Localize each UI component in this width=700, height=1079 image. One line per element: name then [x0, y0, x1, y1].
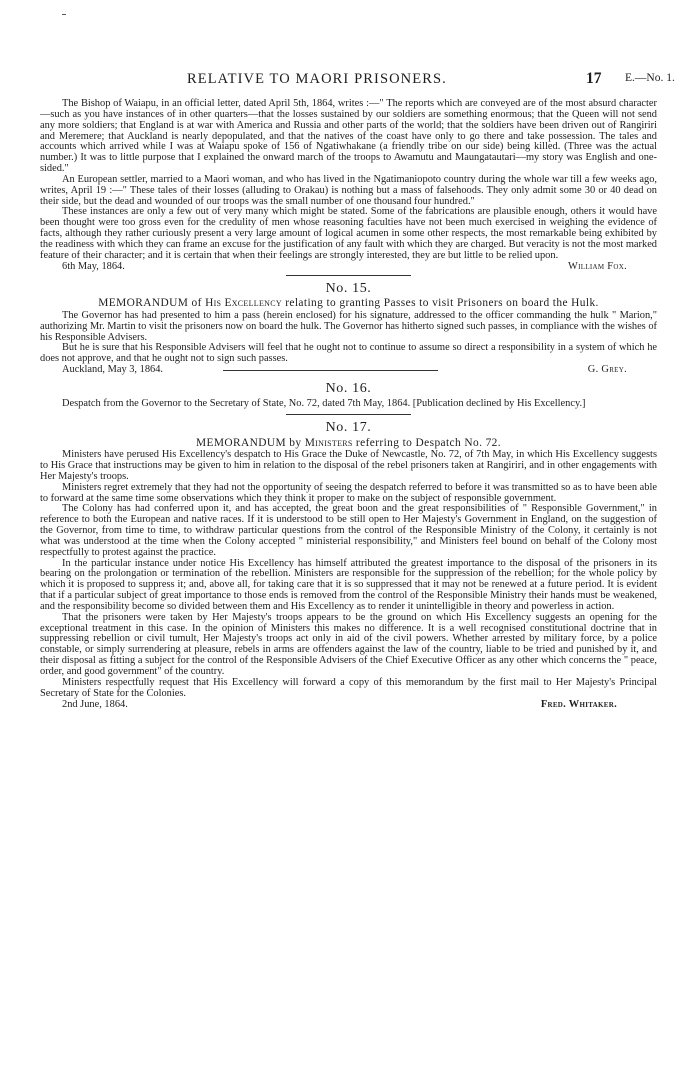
- section-no-17: [40, 419, 657, 711]
- paragraph: An European settler, married to a Maori woman, and who has lived in the Ngatimaniopoto country during the whole war till a few weeks ago, writes, April 19 :—" These tales of their losses (alluding to Orakau) is nothing but a mass of falsehoods. They only admit some 30 or 40 dead on their side, but the dead and wounded of our troops was the small number of one thousand four hundred.": [40, 173, 657, 207]
- signature: William Fox.: [568, 260, 627, 272]
- paragraph: The Bishop of Waiapu, in an official letter, dated April 5th, 1864, writes :—" The reports which are conveyed are of the most absurd character—such as you have instances of in other quarters—that the losses sustained by our soldiers are something enormous; that the Queen will not send any more soldiers; that England is at war with America and Russia and other parts of the world; that the soldiers have been driven out of Rangiriri and Meremere; that Auckland is nearly depopulated, and that the natives of the coast have only to go there and take possession. The tales and accounts which arrived while I was at Waiapu spoke of 156 of Ngatiwhakane (a friendly tribe on our side) being killed. (Three was the actual number.) It was to little purpose that I explained the onward march of the troops to Awamutu and Maungatautari—my story was English and one-sided.": [40, 98, 657, 175]
- caption-small-caps: His Excellency: [205, 297, 282, 310]
- date: 6th May, 1864.: [62, 260, 125, 272]
- running-title: RELATIVE TO MAORI PRISONERS.: [187, 71, 447, 87]
- caption-text: relating to granting Passes to visit Prisoners on board the Hulk.: [281, 297, 599, 310]
- no17-signature-line: [40, 700, 657, 711]
- paragraph: That the prisoners were taken by Her Majesty's troops appears to be the ground on which His Excellency suggests an opening for the exceptional treatment in this case. In the opinion of Ministers this makes no difference. It is a well recognised constitutional doctrine that in suppressing rebellion or civil tumult, Her Majesty's troops act only in aid of the civil powers. Whether arrested by military force, by a police constable, or simply surrendering at pleasure, rebels in arms are offenders against the law of the country, liable to be tried and punished by it, and their disposal as fitting a subject for the control of the Responsible Advisers of the Chief Executive Officer as any other which concerns the " peace, order, and good government" of the country.: [40, 611, 657, 677]
- section-no-16: [40, 381, 657, 410]
- date: 2nd June, 1864.: [62, 698, 128, 710]
- paragraph: Ministers have perused His Excellency's despatch to His Grace the Duke of Newcastle, No. 72, of 7th May, in which His Excellency suggests to His Grace that instructions may be given to him in relation to the disposal of the rebel prisoners taken at Rangiriri, and in other engagements with Her Majesty's troops.: [40, 449, 657, 482]
- paragraph: The Governor has had presented to him a pass (herein enclosed) for his signature, addressed to the officer commanding the hulk " Marion," authorizing Mr. Martin to visit the prisoners now on board the hulk. The Governor has hitherto signed such passes, in compliance with the wishes of his Responsible Advisers.: [40, 309, 657, 343]
- document-reference: E.—No. 1.: [625, 72, 675, 84]
- no15-signature-line: [40, 365, 657, 376]
- page-header: [0, 71, 700, 89]
- section-number: No. 15.: [325, 280, 372, 296]
- section-number: No. 17.: [325, 419, 372, 435]
- paragraph: The Colony has had conferred upon it, and has accepted, the great boon and the great responsibilities of " Responsible Government," in reference to both the European and native races. If it is understood to be still open to Her Majesty's Government in England, on the suggestion of the Governor, from time to time, to withdraw particular questions from the control of the Responsible Ministry of the Colony, it certainly is not what was understood at the time when the Colony accepted " ministerial responsibility," and Ministers feel bound on behalf of the Colony most respectfully to protest against the practice.: [40, 503, 657, 558]
- paragraph: Ministers respectfully request that His Excellency will forward a copy of this memorandum by the first mail to Her Majesty's Principal Secretary of State for the Colonies.: [40, 676, 657, 699]
- section-caption: [40, 298, 657, 310]
- paragraph: Ministers regret extremely that they had not the opportunity of seeing the despatch referred to before it was transmitted so as to have been able to forward at the same time some observations which they think it proper to make on the subject of responsible government.: [40, 481, 657, 504]
- paragraph: Despatch from the Governor to the Secretary of State, No. 72, dated 7th May, 1864. [Publication declined by His Excellency.]: [62, 397, 586, 409]
- paragraph: These instances are only a few out of very many which might be stated. Some of the fabrications are plausible enough, others it would have been thought were too gross even for the credulity of men whose reasoning faculties have not been much exercised in weighing the evidence of facts, although they rather curiously present a very large amount of logical acumen in some other respects, the most remarkable being exhibited by the readiness with which they can frame an excuse for the justification of any fault with which they are charged. But veracity is not the most marked feature of their character; and it is certain that when their feelings are strongly interested, they are but little to be relied upon.: [40, 206, 657, 261]
- intro-signature-line: [40, 262, 657, 273]
- section-rule: [223, 370, 438, 371]
- paragraph: But he is sure that his Responsible Advisers will feel that he ought not to continue to assume so direct a responsibility in a system of which he does not approve, and that he ought not to sign such passes.: [40, 342, 657, 365]
- caption-text: MEMORANDUM of: [98, 297, 206, 310]
- date: Auckland, May 3, 1864.: [62, 364, 164, 376]
- page-body: [40, 99, 657, 710]
- page-number: 17: [586, 70, 602, 87]
- signature: Fred. Whitaker.: [540, 698, 617, 710]
- intro-section: [40, 99, 657, 273]
- corner-mark: [62, 14, 66, 15]
- paragraph: In the particular instance under notice His Excellency has himself attributed the greatest importance to the disposal of the prisoners in its bearing on the prolongation or termination of the rebellion. Ministers are responsible for the suppression of the rebellion; for the whole policy by which it is proposed to suppress it; and, above all, for taking care that it is so suppressed that it may not be renewed at a future period. It is evident that if a particular subject of great importance to those ends is removed from the control of the Responsible Ministry their hands must be weakened, and the responsibility become so divided between them and His Excellency as to render it unintelligible in theory and powerless in action.: [40, 557, 657, 612]
- section-number: No. 16.: [325, 381, 372, 396]
- section-rule: [286, 414, 411, 415]
- caption-text: referring to Despatch No. 72.: [352, 436, 502, 449]
- section-rule: [286, 275, 411, 276]
- caption-small-caps: Ministers: [304, 436, 353, 449]
- caption-text: MEMORANDUM by: [195, 436, 305, 449]
- section-caption: [40, 438, 657, 450]
- section-no-15: [40, 280, 657, 377]
- signature: G. Grey.: [587, 364, 627, 376]
